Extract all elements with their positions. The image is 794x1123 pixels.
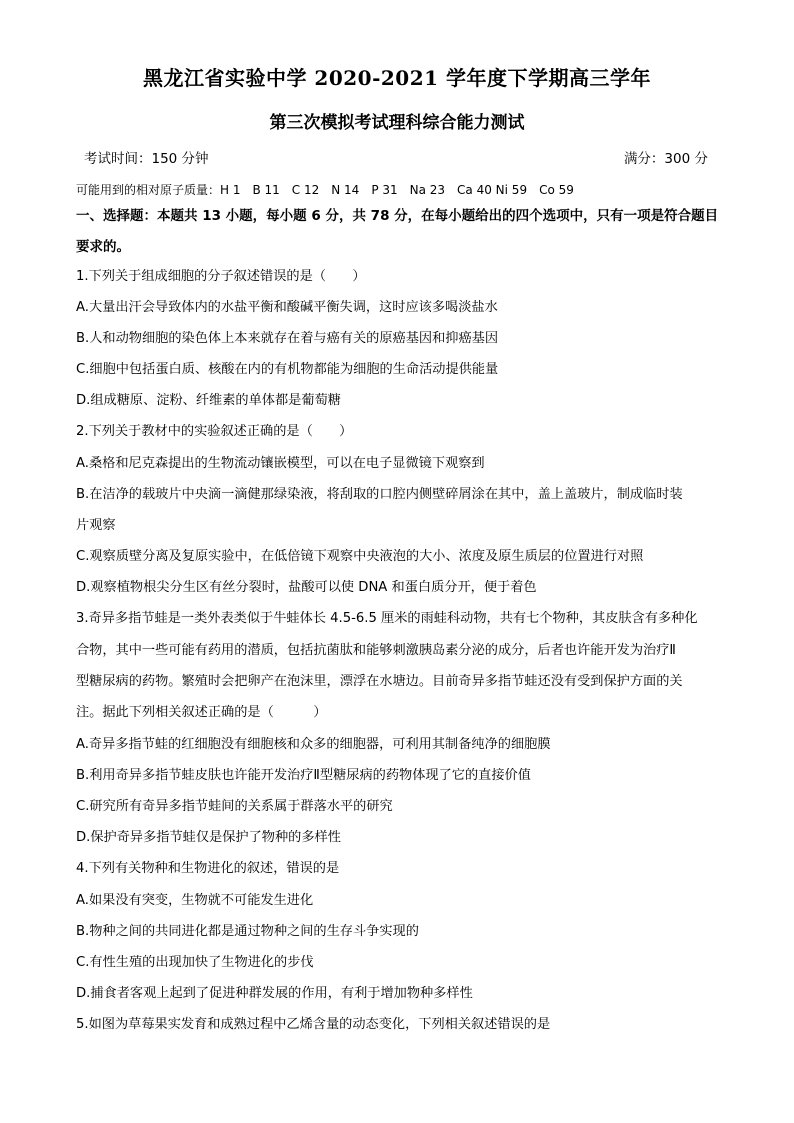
- full-score: 满分：300 分: [623, 151, 708, 167]
- text-line: 注。据此下列相关叙述正确的是（ ）: [76, 705, 327, 720]
- text-line: 5.如图为草莓果实发育和成熟过程中乙烯含量的动态变化，下列相关叙述错误的是: [76, 1017, 551, 1032]
- section-heading: 一、选择题：本题共 13 小题，每小题 6 分，共 78 分，在每小题给出的四个选项中，只有一项是符合题目要求的。: [76, 208, 719, 255]
- text-line: 片观察: [76, 518, 116, 533]
- text-line: B.物种之间的共同进化都是通过物种之间的生存斗争实现的: [76, 924, 419, 939]
- exam-subtitle: 第三次模拟考试理科综合能力测试: [269, 113, 525, 133]
- text-line: 型糖尿病的药物。繁殖时会把卵产在泡沫里，漂浮在水塘边。目前奇异多指节蛙还没有受到保护方面的关: [76, 674, 683, 689]
- text-line: 合物，其中一些可能有药用的潜质，包括抗菌肽和能够刺激胰岛素分泌的成分，后者也许能开发为治疗Ⅱ: [76, 643, 676, 658]
- text-line: B.人和动物细胞的染色体上本来就存在着与癌有关的原癌基因和抑癌基因: [76, 331, 499, 346]
- text-line: A.如果没有突变，生物就不可能发生进化: [76, 893, 314, 908]
- text-line: B.在洁净的载玻片中央滴一滴健那绿染液，将刮取的口腔内侧壁碎屑涂在其中，盖上盖玻片，制成临时装: [76, 487, 683, 502]
- atomic-masses: 可能用到的相对原子质量：H 1 B 11 C 12 N 14 P 31 Na 23 Ca 40 Ni 59 Co 59: [76, 183, 574, 197]
- text-line: C.观察质壁分离及复原实验中，在低倍镜下观察中央液泡的大小、浓度及原生质层的位置进行对照: [76, 549, 644, 564]
- exam-time: 考试时间：150 分钟: [84, 151, 209, 167]
- text-line: 1.下列关于组成细胞的分子叙述错误的是（ ）: [76, 269, 366, 284]
- text-line: D.观察植物根尖分生区有丝分裂时，盐酸可以使 DNA 和蛋白质分开，便于着色: [76, 580, 537, 595]
- text-line: B.利用奇异多指节蛙皮肤也许能开发治疗Ⅱ型糖尿病的药物体现了它的直接价值: [76, 768, 531, 783]
- text-line: 3.奇异多指节蛙是一类外表类似于牛蛙体长 4.5-6.5 厘米的雨蛙科动物，共有七个物种，其皮肤含有多种化: [76, 611, 698, 626]
- text-line: C.有性生殖的出现加快了生物进化的步伐: [76, 955, 314, 970]
- text-line: D.保护奇异多指节蛙仅是保护了物种的多样性: [76, 830, 341, 845]
- text-line: D.捕食者客观上起到了促进种群发展的作用，有利于增加物种多样性: [76, 986, 473, 1001]
- text-line: A.桑格和尼克森提出的生物流动镶嵌模型，可以在电子显微镜下观察到: [76, 456, 485, 471]
- text-line: 2.下列关于教材中的实验叙述正确的是（ ）: [76, 424, 353, 439]
- text-line: C.研究所有奇异多指节蛙间的关系属于群落水平的研究: [76, 799, 393, 814]
- text-line: D.组成糖原、淀粉、纤维素的单体都是葡萄糖: [76, 393, 341, 408]
- text-line: 4.下列有关物种和生物进化的叙述，错误的是: [76, 861, 340, 876]
- text-line: C.细胞中包括蛋白质、核酸在内的有机物都能为细胞的生命活动提供能量: [76, 362, 499, 377]
- text-line: A.大量出汗会导致体内的水盐平衡和酸碱平衡失调，这时应该多喝淡盐水: [76, 300, 498, 315]
- exam-title: 黑龙江省实验中学 2020-2021 学年度下学期高三学年: [142, 66, 652, 90]
- text-line: A.奇异多指节蛙的红细胞没有细胞核和众多的细胞器，可利用其制备纯净的细胞膜: [76, 737, 551, 752]
